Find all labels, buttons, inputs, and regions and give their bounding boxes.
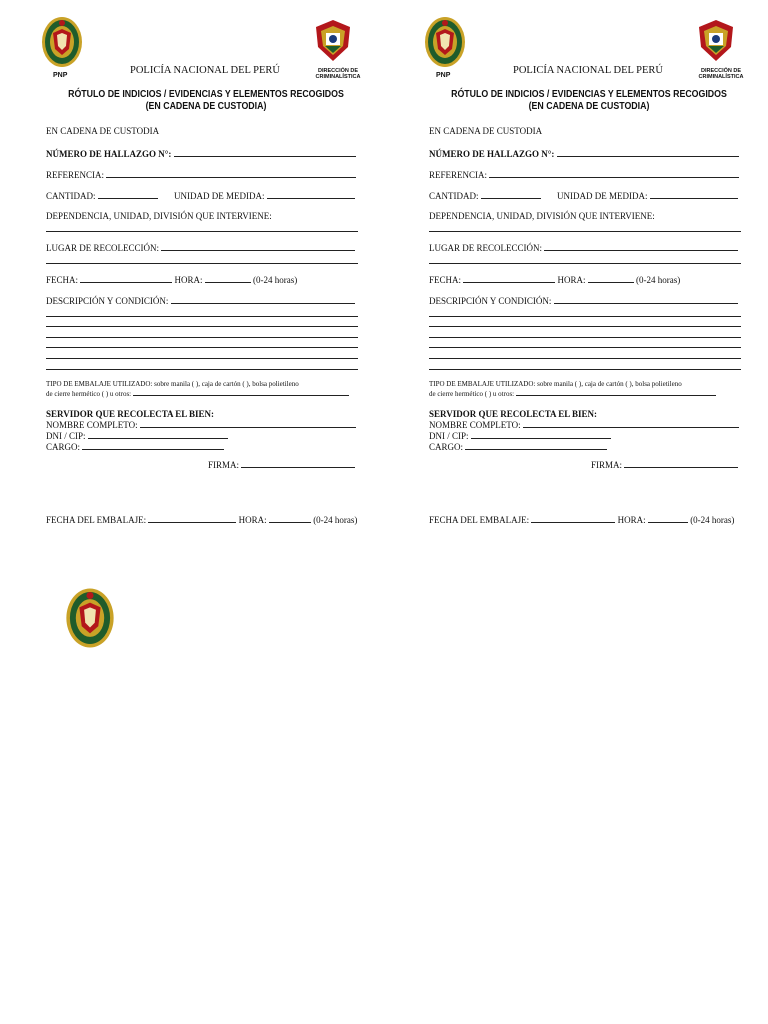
- descripcion-line[interactable]: [46, 326, 358, 327]
- lugar-label: LUGAR DE RECOLECCIÓN:: [429, 243, 542, 253]
- servidor-label: SERVIDOR QUE RECOLECTA EL BIEN:: [429, 409, 598, 419]
- fecha-row: [429, 274, 680, 286]
- lugar-row: [429, 242, 738, 254]
- lugar-label: LUGAR DE RECOLECCIÓN:: [46, 243, 159, 253]
- lugar-field-extra[interactable]: [429, 263, 741, 264]
- form-title-line-1: RÓTULO DE INDICIOS / EVIDENCIAS Y ELEMENTOS RECOGIDOS: [68, 89, 344, 100]
- pnp-crest-icon: [40, 15, 84, 69]
- form-title: [443, 89, 735, 113]
- department-label: [685, 68, 757, 80]
- descripcion-row: [46, 295, 355, 307]
- fecha-row: [46, 274, 297, 286]
- fecha-embalaje-row: [46, 514, 357, 526]
- hora-embalaje-field[interactable]: [269, 514, 311, 523]
- servidor-label: SERVIDOR QUE RECOLECTA EL BIEN:: [46, 409, 215, 419]
- horas-hint-embalaje: (0-24 horas): [313, 515, 358, 525]
- numero-hallazgo-field[interactable]: [174, 148, 356, 157]
- fecha-field[interactable]: [463, 274, 555, 283]
- referencia-field[interactable]: [106, 169, 356, 178]
- organization-name: POLICÍA NACIONAL DEL PERÚ: [513, 65, 664, 76]
- cantidad-row: [46, 190, 355, 202]
- embalaje-line-1: TIPO DE EMBALAJE UTILIZADO: sobre manila ( ), caja de cartón ( ), bolsa polietileno: [46, 380, 299, 388]
- form-title-line-1: RÓTULO DE INDICIOS / EVIDENCIAS Y ELEMENTOS RECOGIDOS: [451, 89, 727, 100]
- nombre-label: NOMBRE COMPLETO:: [429, 420, 521, 430]
- nombre-label: NOMBRE COMPLETO:: [46, 420, 138, 430]
- form-title: [60, 89, 352, 113]
- firma-row: [208, 459, 355, 471]
- fecha-field[interactable]: [80, 274, 172, 283]
- descripcion-line[interactable]: [46, 358, 358, 359]
- fecha-embalaje-label: FECHA DEL EMBALAJE:: [429, 515, 530, 525]
- department-label: [302, 68, 374, 80]
- pnp-crest-icon: [423, 15, 467, 69]
- numero-hallazgo-field[interactable]: [557, 148, 739, 157]
- referencia-row: [429, 169, 739, 181]
- descripcion-line[interactable]: [429, 369, 741, 370]
- descripcion-field[interactable]: [171, 295, 355, 304]
- unidad-medida-label: UNIDAD DE MEDIDA:: [174, 191, 265, 201]
- cantidad-label: CANTIDAD:: [46, 191, 96, 201]
- hora-embalaje-field[interactable]: [648, 514, 688, 523]
- fecha-embalaje-label: FECHA DEL EMBALAJE:: [46, 515, 147, 525]
- referencia-row: [46, 169, 356, 181]
- fecha-embalaje-field[interactable]: [531, 514, 615, 523]
- dni-field[interactable]: [471, 430, 611, 439]
- descripcion-line[interactable]: [46, 369, 358, 370]
- department-line-1: DIRECCIÓN DE: [317, 68, 359, 74]
- dni-label: DNI / CIP:: [429, 431, 469, 441]
- cargo-field[interactable]: [82, 441, 224, 450]
- descripcion-line[interactable]: [429, 316, 741, 317]
- fecha-label: FECHA:: [46, 275, 79, 285]
- cantidad-row: [429, 190, 738, 202]
- fecha-embalaje-row: [429, 514, 734, 526]
- embalaje-row-2: [429, 389, 716, 399]
- unidad-medida-field[interactable]: [267, 190, 355, 199]
- descripcion-line[interactable]: [429, 358, 741, 359]
- hora-field[interactable]: [205, 274, 251, 283]
- firma-field[interactable]: [624, 459, 738, 468]
- criminalistica-crest-icon: [310, 17, 356, 65]
- pnp-label: PNP: [436, 72, 451, 79]
- descripcion-line[interactable]: [46, 347, 358, 348]
- descripcion-row: [429, 295, 738, 307]
- department-line-2: CRIMINALÍSTICA: [315, 74, 361, 80]
- otros-field[interactable]: [516, 389, 716, 396]
- fecha-embalaje-field[interactable]: [148, 514, 236, 523]
- lugar-field[interactable]: [161, 242, 355, 251]
- descripcion-line[interactable]: [429, 326, 741, 327]
- descripcion-line[interactable]: [429, 337, 741, 338]
- cargo-row: [46, 441, 224, 453]
- en-cadena-label: EN CADENA DE CUSTODIA: [429, 126, 543, 136]
- cargo-field[interactable]: [465, 441, 607, 450]
- department-line-2: CRIMINALÍSTICA: [698, 74, 744, 80]
- criminalistica-crest-icon: [693, 17, 739, 65]
- descripcion-field[interactable]: [554, 295, 738, 304]
- cargo-label: CARGO:: [46, 442, 81, 452]
- hora-field[interactable]: [588, 274, 634, 283]
- cantidad-field[interactable]: [98, 190, 158, 199]
- horas-hint: (0-24 horas): [253, 275, 298, 285]
- lugar-row: [46, 242, 355, 254]
- cargo-label: CARGO:: [429, 442, 464, 452]
- descripcion-label: DESCRIPCIÓN Y CONDICIÓN:: [46, 296, 169, 306]
- dni-label: DNI / CIP:: [46, 431, 86, 441]
- embalaje-line-2: de cierre hermético ( ) u otros:: [429, 390, 515, 398]
- numero-hallazgo-row: [429, 148, 739, 160]
- nombre-field[interactable]: [140, 419, 356, 428]
- organization-name: POLICÍA NACIONAL DEL PERÚ: [130, 65, 281, 76]
- lugar-field[interactable]: [544, 242, 738, 251]
- custody-label-form-right: [423, 0, 753, 540]
- cantidad-field[interactable]: [481, 190, 541, 199]
- hora-embalaje-label: HORA:: [617, 515, 646, 525]
- referencia-label: REFERENCIA:: [46, 170, 105, 180]
- numero-hallazgo-row: [46, 148, 356, 160]
- hora-embalaje-label: HORA:: [238, 515, 267, 525]
- form-title-line-2: (EN CADENA DE CUSTODIA): [145, 101, 267, 112]
- nombre-field[interactable]: [523, 419, 739, 428]
- firma-field[interactable]: [241, 459, 355, 468]
- firma-row: [591, 459, 738, 471]
- custody-label-form-left: [40, 0, 370, 540]
- lugar-field-extra[interactable]: [46, 263, 358, 264]
- hora-label: HORA:: [557, 275, 586, 285]
- embalaje-line-1: TIPO DE EMBALAJE UTILIZADO: sobre manila ( ), caja de cartón ( ), bolsa polietileno: [429, 380, 682, 388]
- otros-field[interactable]: [133, 389, 349, 396]
- dni-field[interactable]: [88, 430, 228, 439]
- dependencia-field[interactable]: [46, 231, 358, 232]
- embalaje-line-2: de cierre hermético ( ) u otros:: [46, 390, 132, 398]
- firma-label: FIRMA:: [208, 460, 240, 470]
- descripcion-line[interactable]: [429, 347, 741, 348]
- unidad-medida-field[interactable]: [650, 190, 738, 199]
- embalaje-row-2: [46, 389, 349, 399]
- firma-label: FIRMA:: [591, 460, 623, 470]
- numero-hallazgo-label: NÚMERO DE HALLAZGO N°:: [429, 149, 555, 159]
- dependencia-field[interactable]: [429, 231, 741, 232]
- horas-hint: (0-24 horas): [636, 275, 681, 285]
- department-line-1: DIRECCIÓN DE: [700, 68, 742, 74]
- referencia-label: REFERENCIA:: [429, 170, 488, 180]
- pnp-crest-bottom-icon: [64, 586, 116, 650]
- pnp-label: PNP: [53, 72, 68, 79]
- horas-hint-embalaje: (0-24 horas): [690, 515, 735, 525]
- hora-label: HORA:: [174, 275, 203, 285]
- dependencia-label: DEPENDENCIA, UNIDAD, DIVISIÓN QUE INTERVIENE:: [429, 211, 655, 221]
- numero-hallazgo-label: NÚMERO DE HALLAZGO N°:: [46, 149, 172, 159]
- descripcion-line[interactable]: [46, 316, 358, 317]
- unidad-medida-label: UNIDAD DE MEDIDA:: [557, 191, 648, 201]
- dependencia-label: DEPENDENCIA, UNIDAD, DIVISIÓN QUE INTERVIENE:: [46, 211, 272, 221]
- fecha-label: FECHA:: [429, 275, 462, 285]
- cantidad-label: CANTIDAD:: [429, 191, 479, 201]
- en-cadena-label: EN CADENA DE CUSTODIA: [46, 126, 160, 136]
- cargo-row: [429, 441, 607, 453]
- form-title-line-2: (EN CADENA DE CUSTODIA): [528, 101, 650, 112]
- descripcion-line[interactable]: [46, 337, 358, 338]
- descripcion-label: DESCRIPCIÓN Y CONDICIÓN:: [429, 296, 552, 306]
- referencia-field[interactable]: [489, 169, 739, 178]
